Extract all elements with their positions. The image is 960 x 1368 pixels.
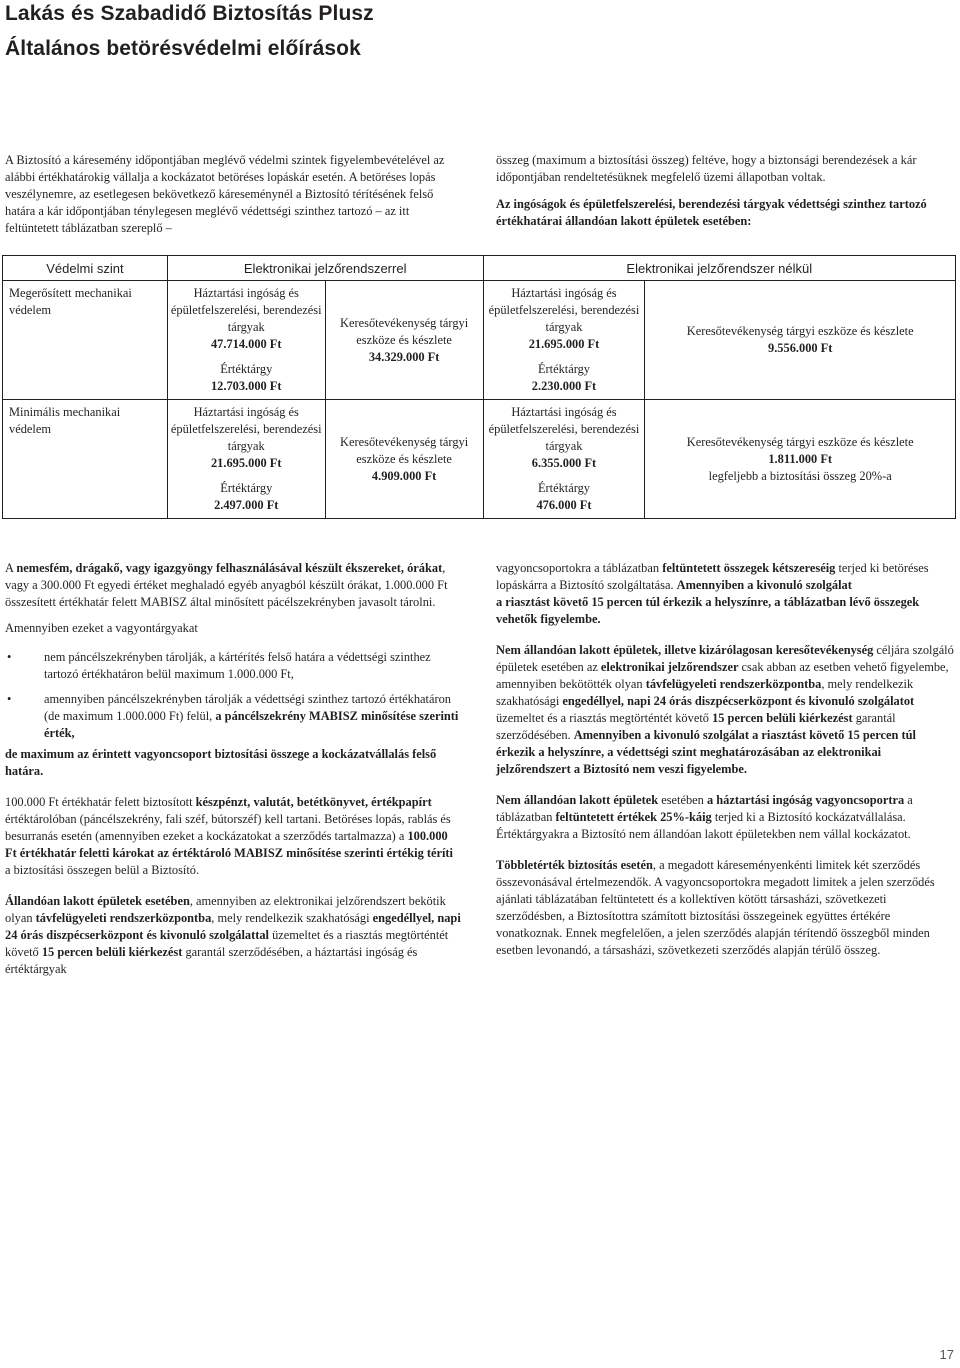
valuables-value: 12.703.000 Ft: [210, 379, 282, 393]
text-run-bold: készpénzt, valutát, betétkönyvet, értékpapírt: [195, 795, 432, 809]
valuables-label: Értéktárgy: [537, 362, 591, 376]
jewellery-paragraph: [5, 560, 461, 611]
text-run-bold: Amennyiben a kivonuló szolgálat: [676, 578, 852, 592]
household-limit-paragraph: [496, 792, 956, 843]
business-label: Keresőtevékenység tárgyi eszköze és készlete: [686, 434, 914, 449]
text-run: céljára szolgáló épületek esetében az: [496, 643, 954, 674]
limit-cell: [645, 400, 956, 519]
text-run: amennyiben páncélszekrényben tárolják a védettségi szinthez tartozó értékhatáron (de maximum 1.000.000 Ft) felül,: [44, 692, 451, 723]
business-label: Keresőtevékenység tárgyi eszköze és készlete: [340, 434, 469, 466]
limit-cell: [325, 400, 483, 519]
text-run: értéktárolóban (páncélszekrény, fali széf, bútorszéf) kell tartani. Betöréses lopás, rablás és besurranás esetén (amennyiben ezeket a kockázatokat a szerződés tartalmazza) a: [5, 812, 451, 843]
extra-value-paragraph: [496, 857, 956, 959]
text-run-bold: Nem állandóan lakott épületek: [496, 793, 659, 807]
unoccupied-buildings-paragraph: [496, 642, 956, 778]
valuables-value: 476.000 Ft: [536, 498, 592, 512]
business-note: legfeljebb a biztosítási összeg 20%-a: [708, 468, 892, 483]
valuables-label: Értéktárgy: [220, 481, 273, 495]
text-run: , vagy a 300.000 Ft egyedi értéket meghaladó egyéb anyagból készült órákat, 1.000.000 Ft összesített értékhatár felett MABISZ által minősített pácélszekrényben javasolt tárolni.: [5, 561, 448, 609]
text-run: , amennyiben az elektronikai jelzőrendszert bekötik olyan: [5, 894, 446, 925]
header-without-alarm: Elektronikai jelzőrendszer nélkül: [483, 256, 955, 281]
text-run: A: [5, 561, 17, 575]
text-run: üzemeltet és a riasztás megtörténtét követő: [5, 928, 449, 959]
document-subtitle: Általános betörésvédelmi előírások: [5, 37, 361, 60]
text-run-bold: távfelügyeleti rendszerközpontba: [645, 677, 822, 691]
valuables-label: Értéktárgy: [537, 481, 591, 495]
table-header-row: [3, 256, 956, 281]
household-label: Háztartási ingóság és épületfelszerelési, berendezési tárgyak: [488, 405, 640, 453]
text-run: üzemeltet és a riasztás megtörténtét követő: [496, 711, 713, 725]
page-number: 17: [939, 1347, 954, 1362]
text-run-bold: távfelügyeleti rendszerközpontba: [35, 911, 212, 925]
text-run: , mely rendelkezik szakhatósági: [211, 911, 373, 925]
bullet-list: [5, 649, 461, 742]
text-run-bold: a riasztást követő 15 percen túl érkezik a helyszínre, a táblázatban lévő összegek vehetők figyelembe.: [496, 595, 920, 626]
text-run: csak abban az esetben vehető figyelembe, amennyiben bekötötték olyan: [496, 660, 949, 691]
text-run-bold: Többletérték biztosítás esetén: [496, 858, 653, 872]
document-title: Lakás és Szabadidő Biztosítás Plusz: [5, 2, 374, 25]
table-row: [3, 281, 956, 400]
text-run: , mely rendelkezik szakhatósági: [496, 677, 914, 708]
text-run: nem páncélszekrényben tárolják, a kártérítés felső határa a védettségi szinthez tartozó értékhatáron belül maximum 1.000.000 Ft,: [44, 650, 431, 681]
text-run-bold: 15 percen belüli kiérkezést: [712, 711, 853, 725]
intro-paragraph: A Biztosító a káresemény időpontjában meglévő védelmi szintek figyelembevételével az alábbi értékhatárokig vállalja a kockázatot betöréses lopáskár esetén. A betöréses lopás veszélynemre, az esetlegesen bekövetkező káreseménynél a Biztosító térítésének felső határa a kár időpontjában ténylegesen meglévő védettségi szinthez tartozó – az itt feltüntetett táblázatban szereplő –: [5, 153, 445, 235]
text-run: garantál szerződésében, a háztartási ingóság és értéktárgyak: [5, 945, 418, 976]
text-run: esetében: [658, 793, 707, 807]
paragraph: de maximum az érintett vagyoncsoport biztosítási összege a kockázatvállalás felső határa.: [5, 747, 437, 778]
header-with-alarm: Elektronikai jelzőrendszerrel: [167, 256, 483, 281]
valuables-value: 2.497.000 Ft: [214, 498, 279, 512]
household-label: Háztartási ingóság és épületfelszerelési, berendezési tárgyak: [170, 286, 322, 334]
protection-level-cell: Minimális mechanikai védelem: [3, 400, 168, 519]
intro-left-column: [5, 152, 465, 246]
text-run-bold: 100.000 Ft értékhatár feletti károkat az értéktároló MABISZ minősítése szerinti értékig téríti: [5, 829, 454, 860]
body-right-column: [496, 560, 956, 968]
limit-cell: [645, 281, 956, 400]
protection-level-cell: Megerősített mechanikai védelem: [3, 281, 168, 400]
list-item: [5, 649, 461, 683]
text-run-bold: Állandóan lakott épületek esetében: [5, 894, 190, 908]
business-value: 9.556.000 Ft: [768, 341, 833, 355]
intro-paragraph-continued: [496, 152, 956, 230]
text-run-bold: engedéllyel, napi 24 órás diszpécserközpont és kivonuló szolgálatot: [562, 694, 915, 708]
business-value: 4.909.000 Ft: [371, 468, 437, 483]
text-run: a táblázatban: [496, 793, 913, 824]
business-label: Keresőtevékenység tárgyi eszköze és készlete: [686, 324, 914, 338]
limit-cell: [483, 400, 645, 519]
text-run: a biztosítási összegen belül a Biztosító.: [5, 863, 200, 877]
text-run-bold: Nem állandóan lakott épületek, illetve kizárólagosan keresőtevékenység: [496, 643, 874, 657]
text-run-bold: nemesfém, drágakő, vagy igazgyöngy felhasználásával készült ékszereket, órákat: [16, 561, 443, 575]
household-label: Háztartási ingóság és épületfelszerelési, berendezési tárgyak: [170, 405, 322, 453]
text-run: 100.000 Ft értékhatár felett biztosított: [5, 795, 196, 809]
intro-right-column: [496, 152, 956, 239]
list-item: [5, 691, 461, 742]
intro-text: összeg (maximum a biztosítási összeg) feltéve, hogy a biztonsági berendezések a kár időpontjában rendeltetésüknek megfelelő üzemi állapotban voltak.: [496, 153, 917, 184]
text-run-bold: feltüntetett összegek kétszereséig: [662, 561, 836, 575]
text-run: garantál szerződésében.: [496, 711, 896, 742]
limits-table: [2, 255, 956, 519]
text-run-bold: engedéllyel, napi 24 órás diszpécserközpont és kivonuló szolgálattal: [5, 911, 461, 942]
text-run: terjed ki betöréses lopáskárra a Biztosító szolgáltatása.: [496, 561, 929, 592]
valuables-label: Értéktárgy: [220, 362, 273, 376]
business-label: Keresőtevékenység tárgyi eszköze és készlete: [340, 315, 469, 347]
table-row: [3, 400, 956, 519]
household-value: 21.695.000 Ft: [210, 456, 282, 470]
text-run-bold: 15 percen belüli kiérkezést: [41, 945, 183, 959]
limit-cell: [167, 400, 325, 519]
business-value: 34.329.000 Ft: [368, 349, 440, 364]
limit-cell: [167, 281, 325, 400]
household-label: Háztartási ingóság és épületfelszerelési, berendezési tárgyak: [488, 286, 640, 334]
paragraph: [496, 560, 956, 628]
limit-cell: [325, 281, 483, 400]
cash-paragraph: [5, 794, 461, 879]
household-value: 6.355.000 Ft: [531, 456, 597, 470]
text-run-bold: a páncélszekrény MABISZ minősítése szerinti érték,: [44, 709, 459, 740]
valuables-value: 2.230.000 Ft: [531, 379, 597, 393]
text-run-bold: feltüntetett értékek 25%-káig: [555, 810, 712, 824]
paragraph: Amennyiben ezeket a vagyontárgyakat: [5, 621, 198, 635]
occupied-buildings-paragraph: [5, 893, 461, 978]
business-value: 1.811.000 Ft: [768, 451, 833, 466]
household-value: 47.714.000 Ft: [210, 337, 282, 351]
text-run: , a megadott káreseményenkénti limitek két szerződés összevonásával értelmezendők. A vagyoncsoportokra megadott limitek a jelen szerződés ajánlati táblázatában feltüntetett és a kollektíven kötött társasházi, szövetkezeti szerződésben, a Biztosítottra számított biztosítási összegeinek együttes értékére vonatkoznak. Ennek megfelelően, a jelen szerződés alapján térítendő összegből minden esetben levonandó, a társasházi, szövetkezeti szerződés alapján térülő összeg.: [496, 858, 935, 957]
text-run-bold: elektronikai jelzőrendszer: [600, 660, 739, 674]
text-run-bold: a háztartási ingóság vagyoncsoportra: [706, 793, 905, 807]
text-run: vagyoncsoportokra a táblázatban: [496, 561, 663, 575]
limit-cell: [483, 281, 645, 400]
table-caption: Az ingóságok és épületfelszerelési, berendezési tárgyak védettségi szinthez tartozó értékhatárai állandóan lakott épületek esetében:: [496, 197, 927, 228]
body-left-column: [5, 560, 461, 987]
text-run: terjed ki a Biztosító kockázatvállalása. Értéktárgyakra a Biztosító nem állandóan lakott épületekben nem vállal kockázatot.: [496, 810, 911, 841]
header-protection-level: Védelmi szint: [3, 256, 168, 281]
household-value: 21.695.000 Ft: [528, 337, 600, 351]
text-run-bold: Amennyiben a kivonuló szolgálat a riasztást követő 15 percen túl érkezik a helyszínre, a védettségi szint meghatározásában az elektronikai jelzőrendszert a Biztosító nem veszi figyelembe.: [496, 728, 917, 776]
